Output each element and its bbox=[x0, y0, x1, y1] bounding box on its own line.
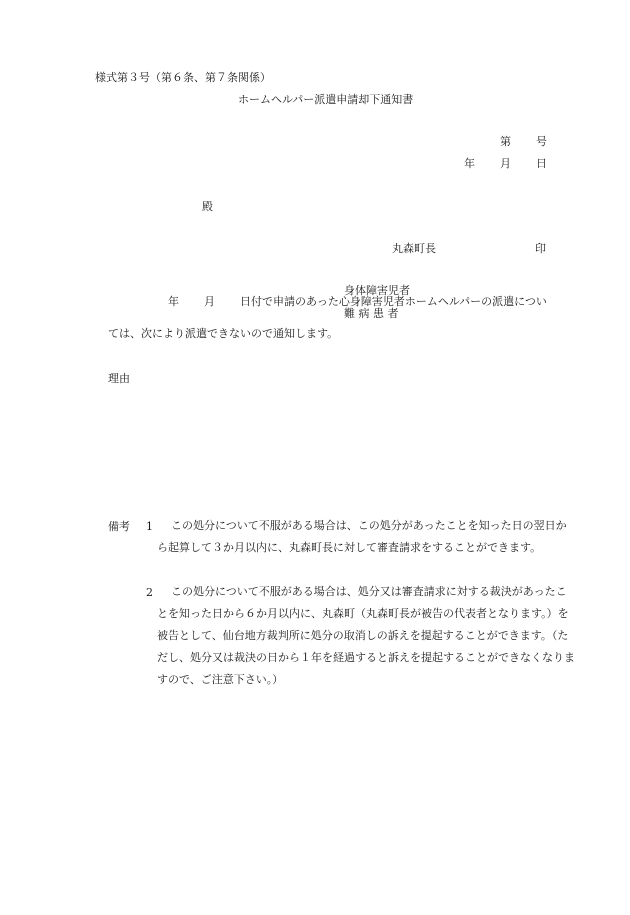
addressee-suffix: 殿 bbox=[202, 200, 213, 213]
reason-label: 理由 bbox=[108, 372, 130, 385]
seal-mark: 印 bbox=[535, 242, 546, 255]
issuer-name: 丸森町長 bbox=[392, 242, 436, 255]
form-label: 様式第３号（第６条、第７条関係） bbox=[95, 71, 271, 84]
body-year: 年 bbox=[168, 295, 179, 308]
document-title: ホームヘルパー派遣申請却下通知書 bbox=[238, 93, 414, 106]
date-year: 年 bbox=[464, 157, 475, 170]
body-line-1: 日付で申請のあった心身障害児者ホームヘルパーの派遣につい bbox=[240, 295, 547, 308]
body-month: 月 bbox=[204, 295, 215, 308]
category-bottom: 難 病 患 者 bbox=[344, 307, 399, 320]
remark-text: この処分について不服がある場合は、この処分があったことを知った日の翌日から起算して３か月以内に、丸森町長に対して審査請求をすることができます。 bbox=[157, 519, 567, 554]
remark-number: 1 bbox=[146, 520, 153, 533]
body-line-2: ては、次により派遣できないので通知します。 bbox=[108, 327, 339, 340]
number-go: 号 bbox=[536, 135, 547, 148]
remarks-label: 備考 bbox=[108, 520, 130, 533]
remark-number: 2 bbox=[146, 586, 153, 599]
remark-text: この処分について不服がある場合は、処分又は審査請求に対する裁決があったことを知った日から６か月以内に、丸森町（丸森町長が被告の代表者となります。）を被告として、仙台地方裁判所に処分の取消しの訴えを提起することができます。（ただし、処分又は裁決の日から１年を経過すると訴えを提起することができなくなりますので、ご注意下さい。） bbox=[157, 585, 575, 686]
date-month: 月 bbox=[500, 157, 511, 170]
date-day: 日 bbox=[536, 157, 547, 170]
category-top: 身体障害児者 bbox=[344, 284, 410, 297]
number-dai: 第 bbox=[500, 135, 511, 148]
